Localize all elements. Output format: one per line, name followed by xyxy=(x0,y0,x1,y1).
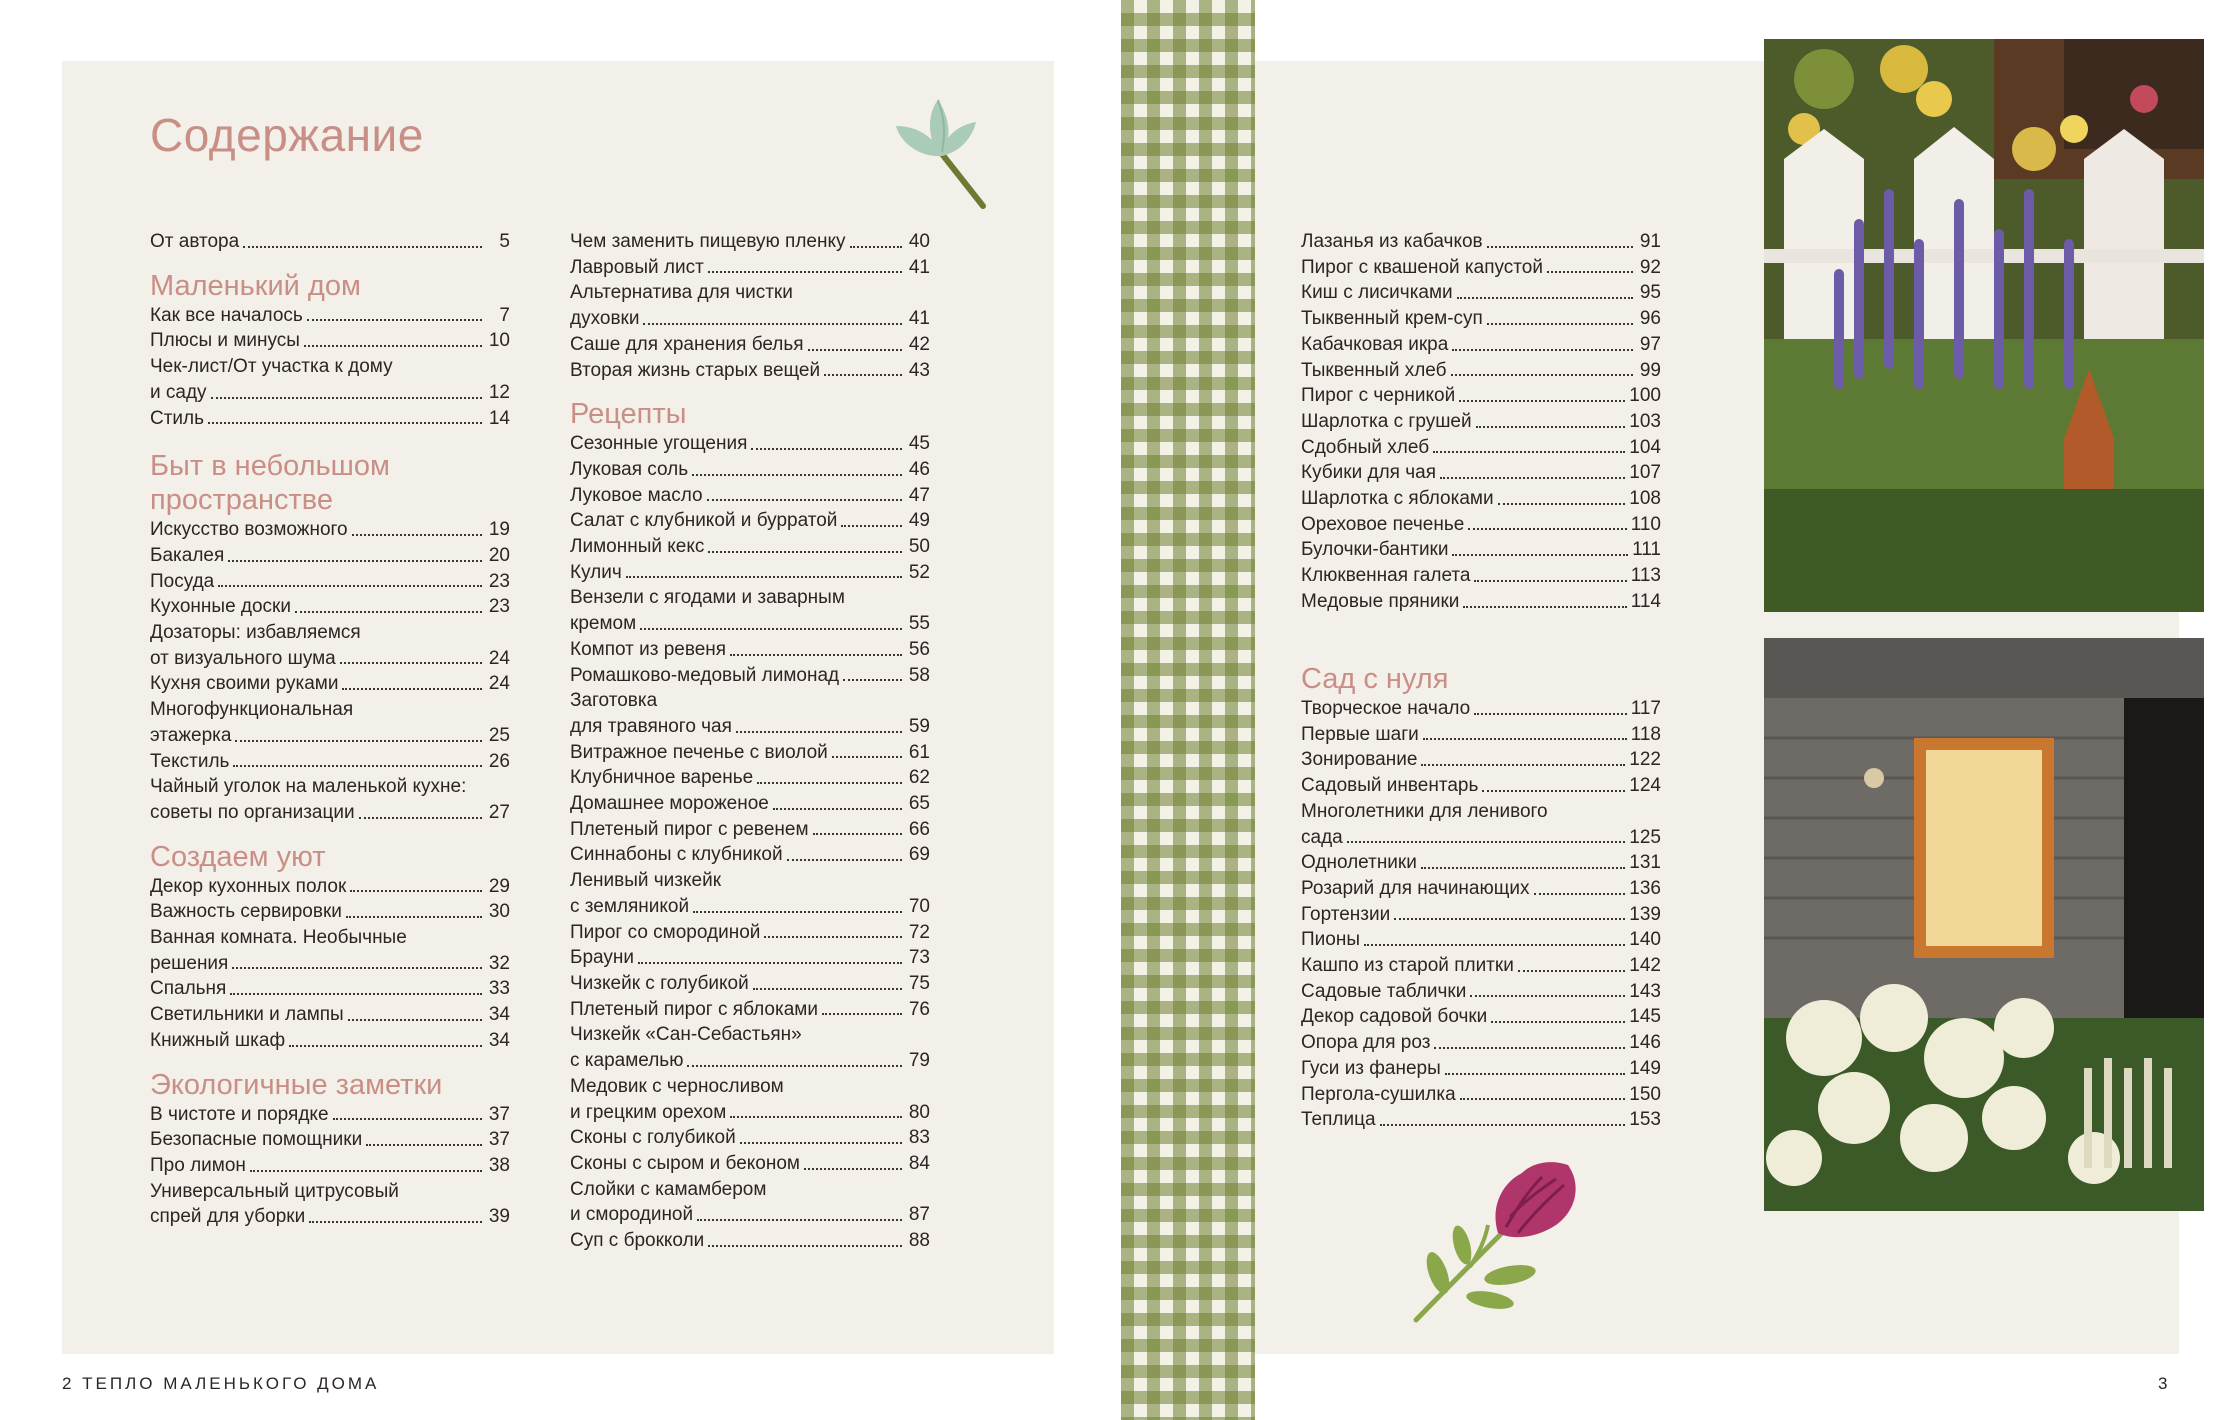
toc-column-4 xyxy=(1301,662,1661,1133)
toc-entry[interactable]: Кашпо из старой плитки 142 xyxy=(1301,955,1661,977)
toc-entry[interactable]: Искусство возможного 19 xyxy=(150,519,510,541)
toc-entry[interactable]: с карамелью 79 xyxy=(570,1050,930,1072)
toc-entry[interactable]: Текстиль 26 xyxy=(150,750,510,772)
toc-entry[interactable]: Медовые пряники 114 xyxy=(1301,590,1661,612)
toc-entry[interactable]: Лимонный кекс 50 xyxy=(570,536,930,558)
toc-entry[interactable]: Луковая соль 46 xyxy=(570,458,930,480)
toc-entry[interactable]: Ореховое печенье 110 xyxy=(1301,513,1661,535)
toc-entry[interactable]: Брауни 73 xyxy=(570,947,930,969)
section-heading: Сад с нуля xyxy=(1301,663,1449,695)
toc-entry[interactable]: сада 125 xyxy=(1301,826,1661,848)
toc-entry[interactable]: Луковое масло 47 xyxy=(570,484,930,506)
toc-entry[interactable]: Киш с лисичками 95 xyxy=(1301,282,1661,304)
tulip-icon xyxy=(880,92,1000,220)
toc-entry[interactable]: Первые шаги 118 xyxy=(1301,723,1661,745)
toc-list xyxy=(1301,696,1661,1133)
toc-list xyxy=(150,874,510,1054)
toc-entry[interactable]: Сезонные угощения 45 xyxy=(570,433,930,455)
section-heading: Рецепты xyxy=(570,398,687,431)
toc-entry[interactable]: Ромашково-медовый лимонад 58 xyxy=(570,664,930,686)
toc-entry-line[interactable]: Чизкейк «Сан-Себастьян» xyxy=(570,1024,802,1046)
toc-entry-line[interactable]: Медовик с черносливом xyxy=(570,1075,784,1097)
toc-entry-line[interactable]: Слойки с камамбером xyxy=(570,1178,767,1200)
toc-entry[interactable]: Тыквенный хлеб 99 xyxy=(1301,359,1661,381)
toc-entry-line[interactable]: Дозаторы: избавляемся xyxy=(150,622,361,644)
toc-entry-line[interactable]: Вензели с ягодами и заварным xyxy=(570,587,845,609)
toc-entry[interactable]: Домашнее мороженое 65 xyxy=(570,793,930,815)
footer-left-running-title: 2 ТЕПЛО МАЛЕНЬКОГО ДОМА xyxy=(62,1374,380,1393)
toc-entry[interactable]: Спальня 33 xyxy=(150,978,510,1000)
toc-entry[interactable]: духовки 41 xyxy=(570,308,930,330)
toc-entry[interactable]: Садовый инвентарь 124 xyxy=(1301,775,1661,797)
toc-entry[interactable]: Чем заменить пищевую пленку 40 xyxy=(570,231,930,252)
toc-entry[interactable]: и саду 12 xyxy=(150,381,510,403)
toc-entry[interactable]: Кухня своими руками 24 xyxy=(150,673,510,695)
toc-entry[interactable]: Сконы с голубикой 83 xyxy=(570,1127,930,1149)
toc-list xyxy=(150,517,510,825)
toc-entry[interactable]: спрей для уборки 39 xyxy=(150,1206,510,1228)
toc-entry[interactable]: Плетеный пирог с яблоками 76 xyxy=(570,998,930,1020)
page-title: Содержание xyxy=(150,109,424,161)
toc-entry[interactable]: Кабачковая икра 97 xyxy=(1301,333,1661,355)
toc-entry[interactable]: Творческое начало 117 xyxy=(1301,698,1661,719)
toc-entry[interactable]: Безопасные помощники 37 xyxy=(150,1129,510,1151)
toc-entry[interactable]: Бакалея 20 xyxy=(150,544,510,566)
toc-list xyxy=(570,431,930,1254)
toc-entry[interactable]: Розарий для начинающих 136 xyxy=(1301,877,1661,899)
gingham-spine xyxy=(1121,0,1255,1420)
toc-entry[interactable]: Вторая жизнь старых вещей 43 xyxy=(570,359,930,381)
toc-column-2 xyxy=(570,229,930,1254)
toc-entry[interactable]: Кухонные доски 23 xyxy=(150,596,510,618)
toc-entry[interactable]: от визуального шума 24 xyxy=(150,647,510,669)
toc-entry[interactable]: Теплица 153 xyxy=(1301,1109,1661,1131)
toc-entry[interactable]: Пирог с черникой 100 xyxy=(1301,385,1661,407)
section-heading: Маленький дом xyxy=(150,269,361,302)
toc-entry-line[interactable]: Многофункциональная xyxy=(150,699,354,721)
pink-flower-icon xyxy=(1410,1155,1590,1325)
toc-entry[interactable]: В чистоте и порядке 37 xyxy=(150,1103,510,1125)
toc-entry[interactable]: Декор садовой бочки 145 xyxy=(1301,1006,1661,1028)
toc-entry[interactable]: для травяного чая 59 xyxy=(570,715,930,737)
toc-entry[interactable]: решения 32 xyxy=(150,952,510,974)
toc-entry[interactable]: и грецким орехом 80 xyxy=(570,1101,930,1123)
toc-entry[interactable]: Лазанья из кабачков 91 xyxy=(1301,231,1661,252)
toc-entry[interactable]: Кулич 52 xyxy=(570,561,930,583)
toc-entry[interactable]: Важность сервировки 30 xyxy=(150,901,510,923)
toc-entry-line[interactable]: Заготовка xyxy=(570,690,658,712)
toc-entry[interactable]: советы по организации 27 xyxy=(150,801,510,823)
toc-entry[interactable]: Шарлотка с грушей 103 xyxy=(1301,410,1661,432)
toc-entry[interactable]: Сконы с сыром и беконом 84 xyxy=(570,1152,930,1174)
toc-entry[interactable]: Чизкейк с голубикой 75 xyxy=(570,972,930,994)
toc-entry[interactable]: Компот из ревеня 56 xyxy=(570,638,930,660)
section-heading: Быт в небольшом пространстве xyxy=(150,450,390,517)
toc-entry[interactable]: Гуси из фанеры 149 xyxy=(1301,1057,1661,1079)
toc-entry[interactable]: Декор кухонных полок 29 xyxy=(150,875,510,897)
toc-entry[interactable]: Суп с брокколи 88 xyxy=(570,1230,930,1252)
toc-entry[interactable]: Лавровый лист 41 xyxy=(570,256,930,278)
toc-entry[interactable]: Стиль 14 xyxy=(150,407,510,429)
toc-column-3 xyxy=(1301,229,1661,615)
toc-entry[interactable]: Опора для роз 146 xyxy=(1301,1032,1661,1054)
toc-entry[interactable]: Витражное печенье с виолой 61 xyxy=(570,741,930,763)
toc-entry[interactable]: Про лимон 38 xyxy=(150,1154,510,1176)
toc-entry[interactable]: Пионы 140 xyxy=(1301,929,1661,951)
toc-entry[interactable]: Салат с клубникой и бурратой 49 xyxy=(570,510,930,532)
toc-entry[interactable]: Кубики для чая 107 xyxy=(1301,462,1661,484)
toc-entry[interactable]: кремом 55 xyxy=(570,613,930,635)
toc-entry-line[interactable]: Многолетники для ленивого xyxy=(1301,800,1548,822)
toc-entry[interactable]: Как все началось 7 xyxy=(150,304,510,326)
toc-entry[interactable]: Плюсы и минусы 10 xyxy=(150,330,510,352)
toc-entry[interactable]: Сдобный хлеб 104 xyxy=(1301,436,1661,458)
toc-entry[interactable]: Светильники и лампы 34 xyxy=(150,1004,510,1026)
toc-entry[interactable]: Однолетники 131 xyxy=(1301,852,1661,874)
toc-entry[interactable]: Булочки-бантики 111 xyxy=(1301,539,1661,561)
section-heading: Экологичные заметки xyxy=(150,1068,443,1101)
toc-entry[interactable]: Плетеный пирог с ревенем 66 xyxy=(570,818,930,840)
toc-entry[interactable]: этажерка 25 xyxy=(150,724,510,746)
toc-entry-line[interactable]: Ванная комната. Необычные xyxy=(150,927,407,949)
toc-entry-line[interactable]: Универсальный цитрусовый xyxy=(150,1180,399,1202)
toc-column-1 xyxy=(150,229,510,1230)
toc-entry-intro[interactable]: От автора 5 xyxy=(150,231,510,252)
toc-entry-line[interactable]: Чек-лист/От участка к дому xyxy=(150,356,393,378)
section-heading: Создаем уют xyxy=(150,840,326,873)
toc-entry[interactable]: Саше для хранения белья 42 xyxy=(570,333,930,355)
toc-entry[interactable]: Садовые таблички 143 xyxy=(1301,980,1661,1002)
house-hydrangea-photo xyxy=(1764,638,2204,1211)
toc-list xyxy=(150,1102,510,1231)
toc-entry[interactable]: Гортензии 139 xyxy=(1301,903,1661,925)
toc-entry-line[interactable]: Ленивый чизкейк xyxy=(570,870,722,892)
toc-entry[interactable]: Книжный шкаф 34 xyxy=(150,1029,510,1051)
toc-entry[interactable]: Шарлотка с яблоками 108 xyxy=(1301,488,1661,510)
toc-entry[interactable]: Тыквенный крем-суп 96 xyxy=(1301,308,1661,330)
toc-entry[interactable]: и смородиной 87 xyxy=(570,1204,930,1226)
garden-fence-photo xyxy=(1764,39,2204,612)
toc-entry[interactable]: Пергола-сушилка 150 xyxy=(1301,1083,1661,1105)
toc-entry[interactable]: Пирог с квашеной капустой 92 xyxy=(1301,256,1661,278)
toc-entry[interactable]: Клюквенная галета 113 xyxy=(1301,565,1661,587)
toc-entry[interactable]: Синнабоны с клубникой 69 xyxy=(570,844,930,866)
toc-entry-line[interactable]: Альтернатива для чистки xyxy=(570,282,793,304)
toc-entry[interactable]: Пирог со смородиной 72 xyxy=(570,921,930,943)
toc-entry-line[interactable]: Чайный уголок на маленькой кухне: xyxy=(150,776,467,798)
toc-entry[interactable]: Посуда 23 xyxy=(150,570,510,592)
toc-entry[interactable]: Зонирование 122 xyxy=(1301,749,1661,771)
toc-entry[interactable]: Клубничное варенье 62 xyxy=(570,767,930,789)
toc-entry[interactable]: с земляникой 70 xyxy=(570,895,930,917)
footer-right-page-number: 3 xyxy=(2158,1374,2168,1393)
toc-list xyxy=(150,303,510,432)
